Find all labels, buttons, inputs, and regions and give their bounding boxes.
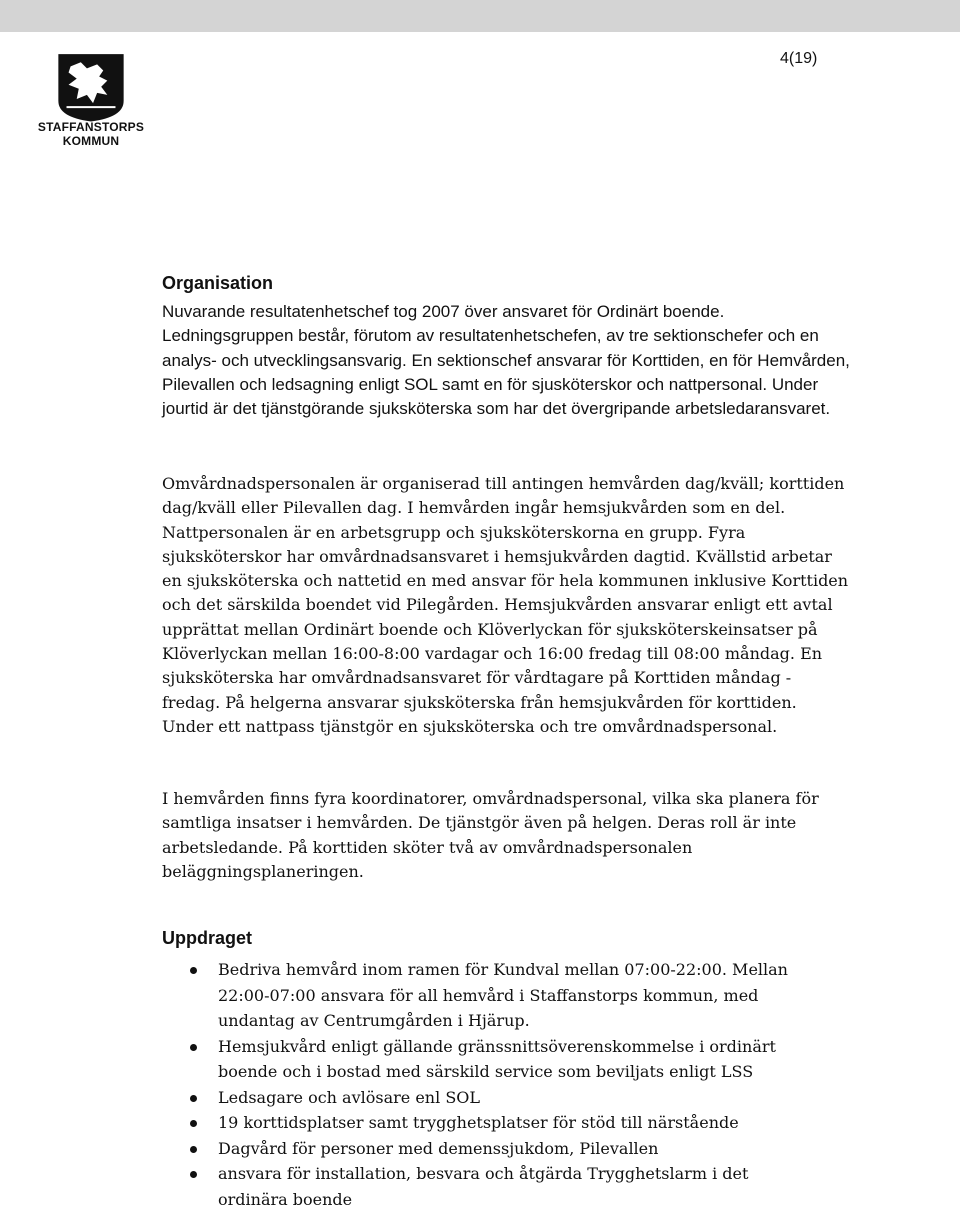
logo-line-2: KOMMUN: [62, 134, 120, 148]
list-item-text: 19 korttidsplatser samt trygghetsplatser för stöd till närstående: [218, 1113, 739, 1132]
page-number: 4(19): [780, 50, 818, 67]
organisation-paragraph-2: Omvårdnadspersonalen är organiserad till antingen hemvården dag/kväll; korttiden dag/kväll eller Pilevallen dag. I hemvården ingår hemsjukvården som en del. Nattpersonalen är en arbetsgrupp och sjuksköterskorna en grupp. Fyra sjuksköterskor har omvårdnadsansvaret i hemsjukvården dagtid. Kvällstid arbetar en sjuksköterska och nattetid en med ansvar för hela kommunen inklusive Korttiden och det särskilda boendet vid Pilegården. Hemsjukvården ansvarar enligt ett avtal upprättat mellan Ordinärt boende och Klöverlyckan för sjuksköterskeinsatser på Klöverlyckan mellan 16:00-8:00 vardagar och 16:00 fredag till 08:00 måndag. En sjuksköterska har omvårdnadsansvaret för vårdtagare på Korttiden måndag - fredag. På helgerna ansvarar sjuksköterska från hemsjukvården för korttiden. Under ett nattpass tjänstgör en sjuksköterska och tre omvårdnadspersonal.: [162, 474, 849, 736]
list-item: [162, 1161, 822, 1212]
municipality-name: [34, 120, 148, 148]
list-item: [162, 1110, 822, 1136]
list-item-text: Bedriva hemvård inom ramen för Kundval mellan 07:00-22:00. Mellan 22:00-07:00 ansvara för all hemvård i Staffanstorps kommun, med undantag av Centrumgården i Hjärup.: [218, 960, 788, 1030]
logo-line-1: STAFFANSTORPS: [37, 120, 145, 134]
uppdraget-list: [162, 957, 822, 1212]
organisation-paragraph-1: Nuvarande resultatenhetschef tog 2007 över ansvaret för Ordinärt boende. Ledningsgruppen består, förutom av resultatenhetschefen, av tre sektionschefer och en analys- och utvecklingsansvarig. En sektionschef ansvarar för Korttiden, en för Hemvården, Pilevallen och ledsagning enligt SOL samt en för sjusköterskor och nattpersonal. Under jourtid är det tjänstgörande sjuksköterska som har det övergripande arbetsledaransvaret.: [162, 302, 850, 419]
list-item-text: Ledsagare och avlösare enl SOL: [218, 1087, 481, 1107]
bullet-icon: [190, 1044, 197, 1051]
list-item-text: ansvara för installation, besvara och åtgärda Trygghetslarm i det ordinära boende: [218, 1164, 749, 1209]
bullet-icon: [190, 1146, 197, 1153]
list-item-text: Dagvård för personer med demenssjukdom, Pilevallen: [218, 1138, 659, 1158]
bullet-icon: [190, 1095, 197, 1102]
list-item: [162, 1136, 822, 1162]
list-item: [162, 957, 822, 1034]
bullet-icon: [190, 1120, 197, 1127]
section-heading-organisation: Organisation: [162, 273, 274, 293]
viewer-top-bar: [0, 0, 960, 32]
bullet-icon: [190, 1171, 197, 1178]
organisation-paragraph-3: I hemvården finns fyra koordinatorer, omvårdnadspersonal, vilka ska planera för samtliga insatser i hemvården. De tjänstgör även på helgen. Deras roll är inte arbetsledande. På korttiden sköter två av omvårdnadspersonalen beläggningsplaneringen.: [162, 789, 819, 881]
list-item-text: Hemsjukvård enligt gällande gränssnittsöverenskommelse i ordinärt boende och i bostad med särskild service som beviljats enligt LSS: [218, 1036, 776, 1081]
list-item: [162, 1085, 822, 1111]
list-item: [162, 1034, 822, 1085]
bullet-icon: [190, 967, 197, 974]
section-heading-uppdraget: Uppdraget: [162, 928, 252, 948]
